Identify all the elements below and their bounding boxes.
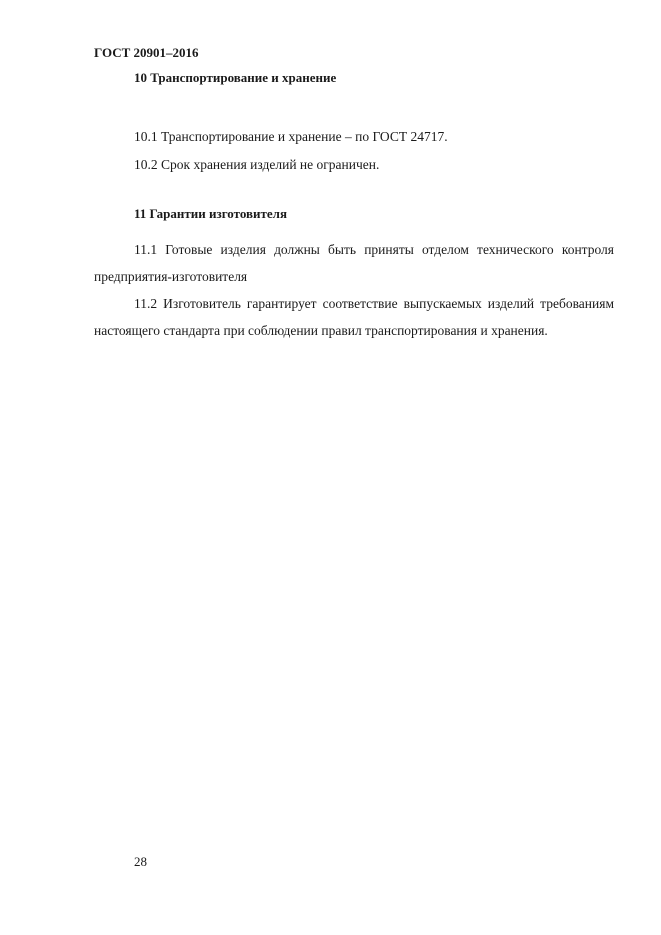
- paragraph-10-1: 10.1 Транспортирование и хранение – по ГОСТ 24717.: [134, 129, 448, 144]
- section-11-title: 11 Гарантии изготовителя: [134, 206, 288, 221]
- page-number: 28: [134, 854, 147, 869]
- paragraph-11-2: 11.2 Изготовитель гарантирует соответствие выпускаемых изделий требованиям настоящего стандарта при соблюдении правил транспортирования и хранения.: [94, 296, 614, 338]
- paragraph-11-1: 11.1 Готовые изделия должны быть приняты отделом технического контроля предприятия-изготовителя: [94, 242, 614, 284]
- standard-header: ГОСТ 20901–2016: [94, 45, 199, 60]
- section-10-title: 10 Транспортирование и хранение: [134, 70, 337, 85]
- paragraph-10-2: 10.2 Срок хранения изделий не ограничен.: [134, 157, 380, 172]
